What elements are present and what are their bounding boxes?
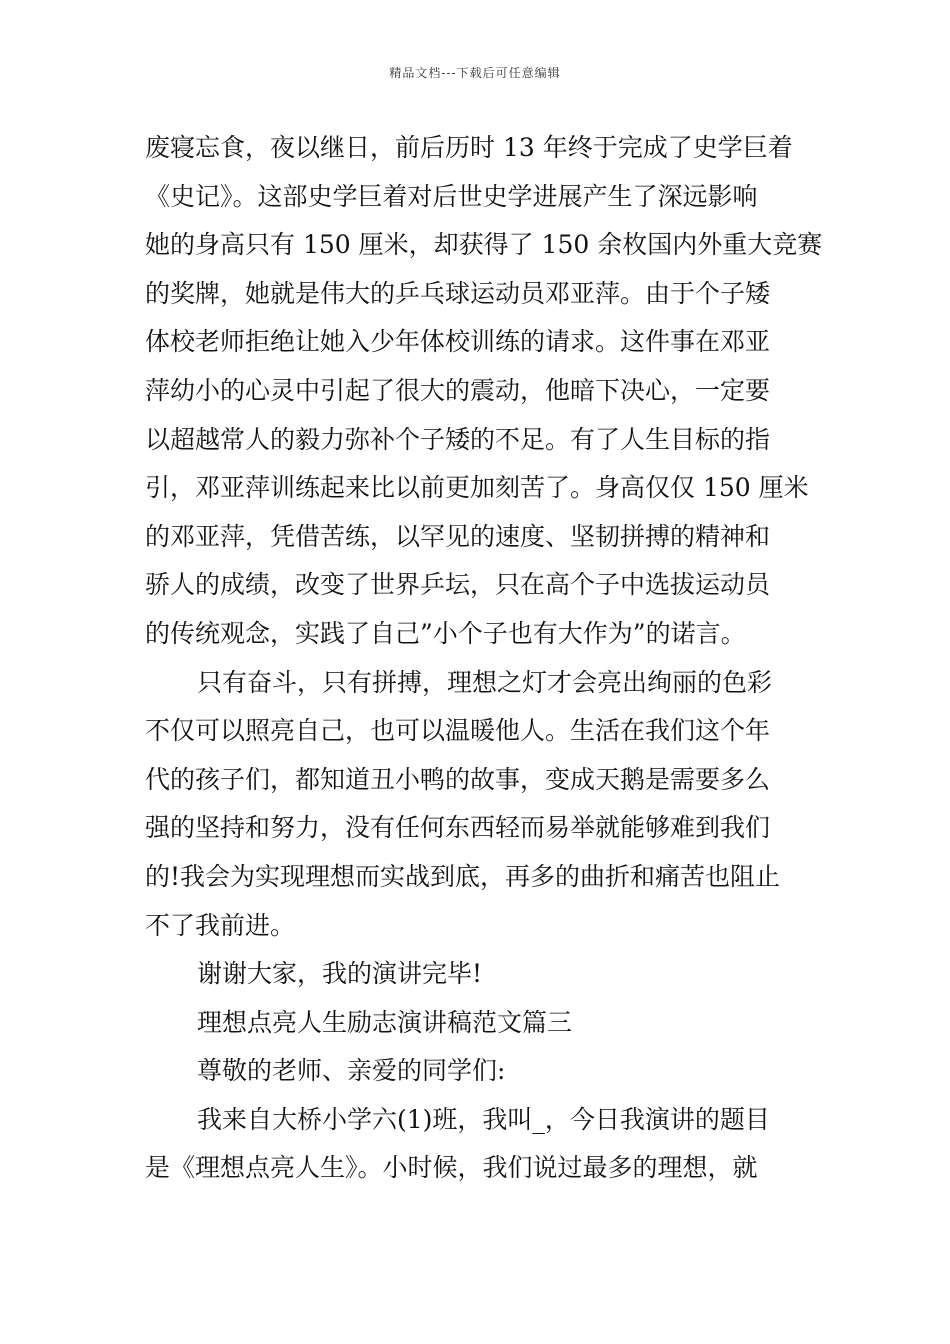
text-line: 代的孩子们，都知道丑小鸭的故事，变成天鹅是需要多么 [145,764,771,794]
text-line: 的!我会为实现理想而实战到底，再多的曲折和痛苦也阻止 [145,861,781,891]
text-line: 引，邓亚萍训练起来比以前更加刻苦了。身高仅仅 150 厘米 [145,473,809,503]
text-line: 她的身高只有 150 厘米，却获得了 150 余枚国内外重大竞赛 [145,230,823,260]
text-line: 不仅可以照亮自己，也可以温暖他人。生活在我们这个年 [145,716,771,746]
text-line: 只有奋斗，只有拼搏，理想之灯才会亮出绚丽的色彩 [197,667,773,697]
text-line: 体校老师拒绝让她入少年体校训练的请求。这件事在邓亚 [145,327,771,357]
text-line: 强的坚持和努力，没有任何东西轻而易举就能够难到我们 [145,813,771,843]
text-line: 尊敬的老师、亲爱的同学们: [197,1056,506,1086]
text-line: 理想点亮人生励志演讲稿范文篇三 [197,1007,573,1037]
text-line: 骄人的成绩，改变了世界乒坛，只在高个子中选拔运动员 [145,570,771,600]
text-line: 的邓亚萍，凭借苦练，以罕见的速度、坚韧拼搏的精神和 [145,521,771,551]
text-line: 谢谢大家，我的演讲完毕! [197,959,483,989]
text-line: 萍幼小的心灵中引起了很大的震动，他暗下决心，一定要 [145,375,771,405]
document-body [145,124,823,1193]
text-line: 的奖牌，她就是伟大的乒乓球运动员邓亚萍。由于个子矮 [145,278,771,308]
text-line: 废寝忘食，夜以继日，前后历时 13 年终于完成了史学巨着 [145,133,793,162]
page-header: 精品文档---下载后可任意编辑 [389,66,561,80]
text-line: 《史记》。这部史学巨着对后世史学进展产生了深远影响 [145,181,758,211]
text-line: 不了我前进。 [145,910,296,940]
text-line: 我来自大桥小学六(1)班，我叫_，今日我演讲的题目 [197,1104,770,1134]
text-line: 以超越常人的毅力弥补个子矮的不足。有了人生目标的指 [145,424,771,454]
text-line: 是《理想点亮人生》。小时候，我们说过最多的理想，就 [145,1153,758,1183]
text-line: 的传统观念，实践了自己”小个子也有大作为”的诺言。 [145,618,746,648]
